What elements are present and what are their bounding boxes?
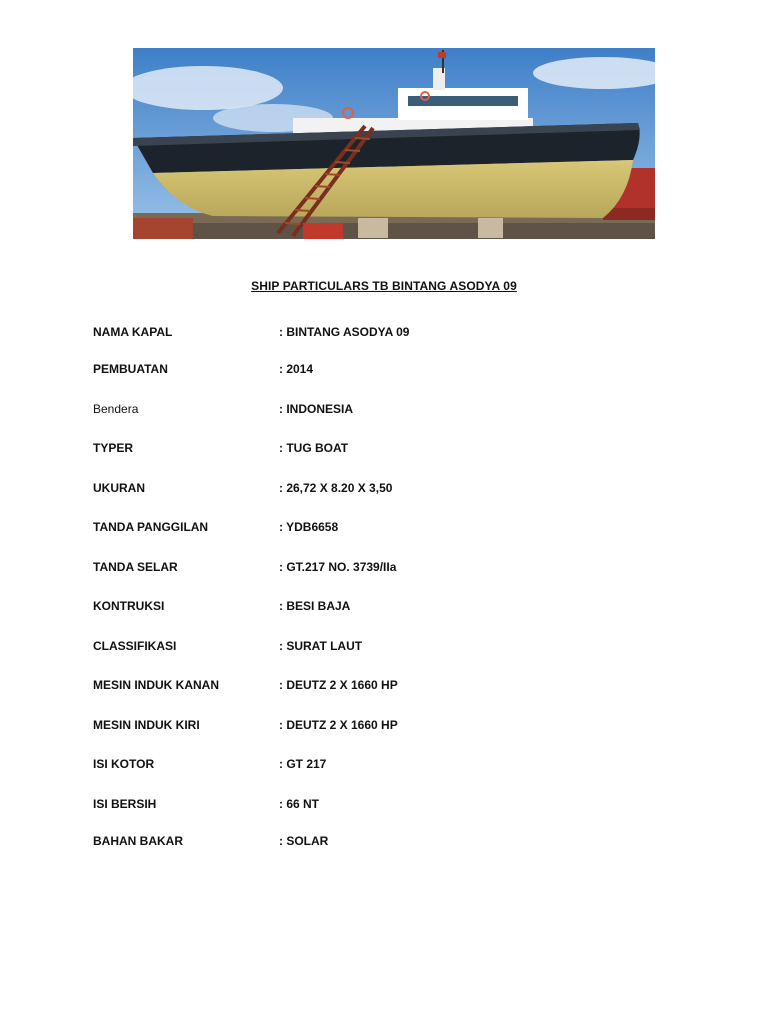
row-label: MESIN INDUK KIRI bbox=[93, 718, 200, 732]
row-value: : 26,72 X 8.20 X 3,50 bbox=[279, 481, 393, 495]
particular-row-tanda-panggilan bbox=[93, 520, 653, 538]
row-value: : GT.217 NO. 3739/IIa bbox=[279, 560, 397, 574]
row-value: : DEUTZ 2 X 1660 HP bbox=[279, 718, 398, 732]
row-value: : SURAT LAUT bbox=[279, 639, 363, 653]
particular-row-isi-kotor bbox=[93, 757, 653, 775]
row-value: : 2014 bbox=[279, 362, 314, 376]
particular-row-bendera bbox=[93, 402, 653, 420]
row-value: : 66 NT bbox=[279, 797, 320, 811]
row-value: : TUG BOAT bbox=[279, 441, 349, 455]
ship-photo bbox=[133, 48, 655, 239]
particular-row-kontruksi bbox=[93, 599, 653, 617]
row-label: CLASSIFIKASI bbox=[93, 639, 177, 653]
particular-row-mesin-induk-kiri bbox=[93, 718, 653, 736]
row-label: PEMBUATAN bbox=[93, 362, 168, 376]
document-title: SHIP PARTICULARS TB BINTANG ASODYA 09 bbox=[251, 279, 517, 293]
row-label: Bendera bbox=[93, 402, 139, 416]
row-value: : GT 217 bbox=[279, 757, 327, 771]
particular-row-nama-kapal bbox=[93, 325, 653, 343]
row-label: ISI BERSIH bbox=[93, 797, 157, 811]
row-label: TYPER bbox=[93, 441, 134, 455]
particular-row-mesin-induk-kanan bbox=[93, 678, 653, 696]
row-value: : BINTANG ASODYA 09 bbox=[279, 325, 410, 339]
particular-row-classifikasi bbox=[93, 639, 653, 657]
particular-row-pembuatan bbox=[93, 362, 653, 380]
particular-row-isi-bersih bbox=[93, 797, 653, 815]
row-label: TANDA PANGGILAN bbox=[93, 520, 209, 534]
row-label: ISI KOTOR bbox=[93, 757, 155, 771]
row-value: : DEUTZ 2 X 1660 HP bbox=[279, 678, 398, 692]
row-label: MESIN INDUK KANAN bbox=[93, 678, 219, 692]
row-label: BAHAN BAKAR bbox=[93, 834, 183, 848]
particular-row-tanda-selar bbox=[93, 560, 653, 578]
row-value: : SOLAR bbox=[279, 834, 329, 848]
row-value: : YDB6658 bbox=[279, 520, 339, 534]
particular-row-typer bbox=[93, 441, 653, 459]
row-label: KONTRUKSI bbox=[93, 599, 165, 613]
row-value: : INDONESIA bbox=[279, 402, 354, 416]
row-label: NAMA KAPAL bbox=[93, 325, 173, 339]
row-label: TANDA SELAR bbox=[93, 560, 178, 574]
particular-row-bahan-bakar bbox=[93, 834, 653, 852]
particular-row-ukuran bbox=[93, 481, 653, 499]
row-value: : BESI BAJA bbox=[279, 599, 351, 613]
row-label: UKURAN bbox=[93, 481, 145, 495]
